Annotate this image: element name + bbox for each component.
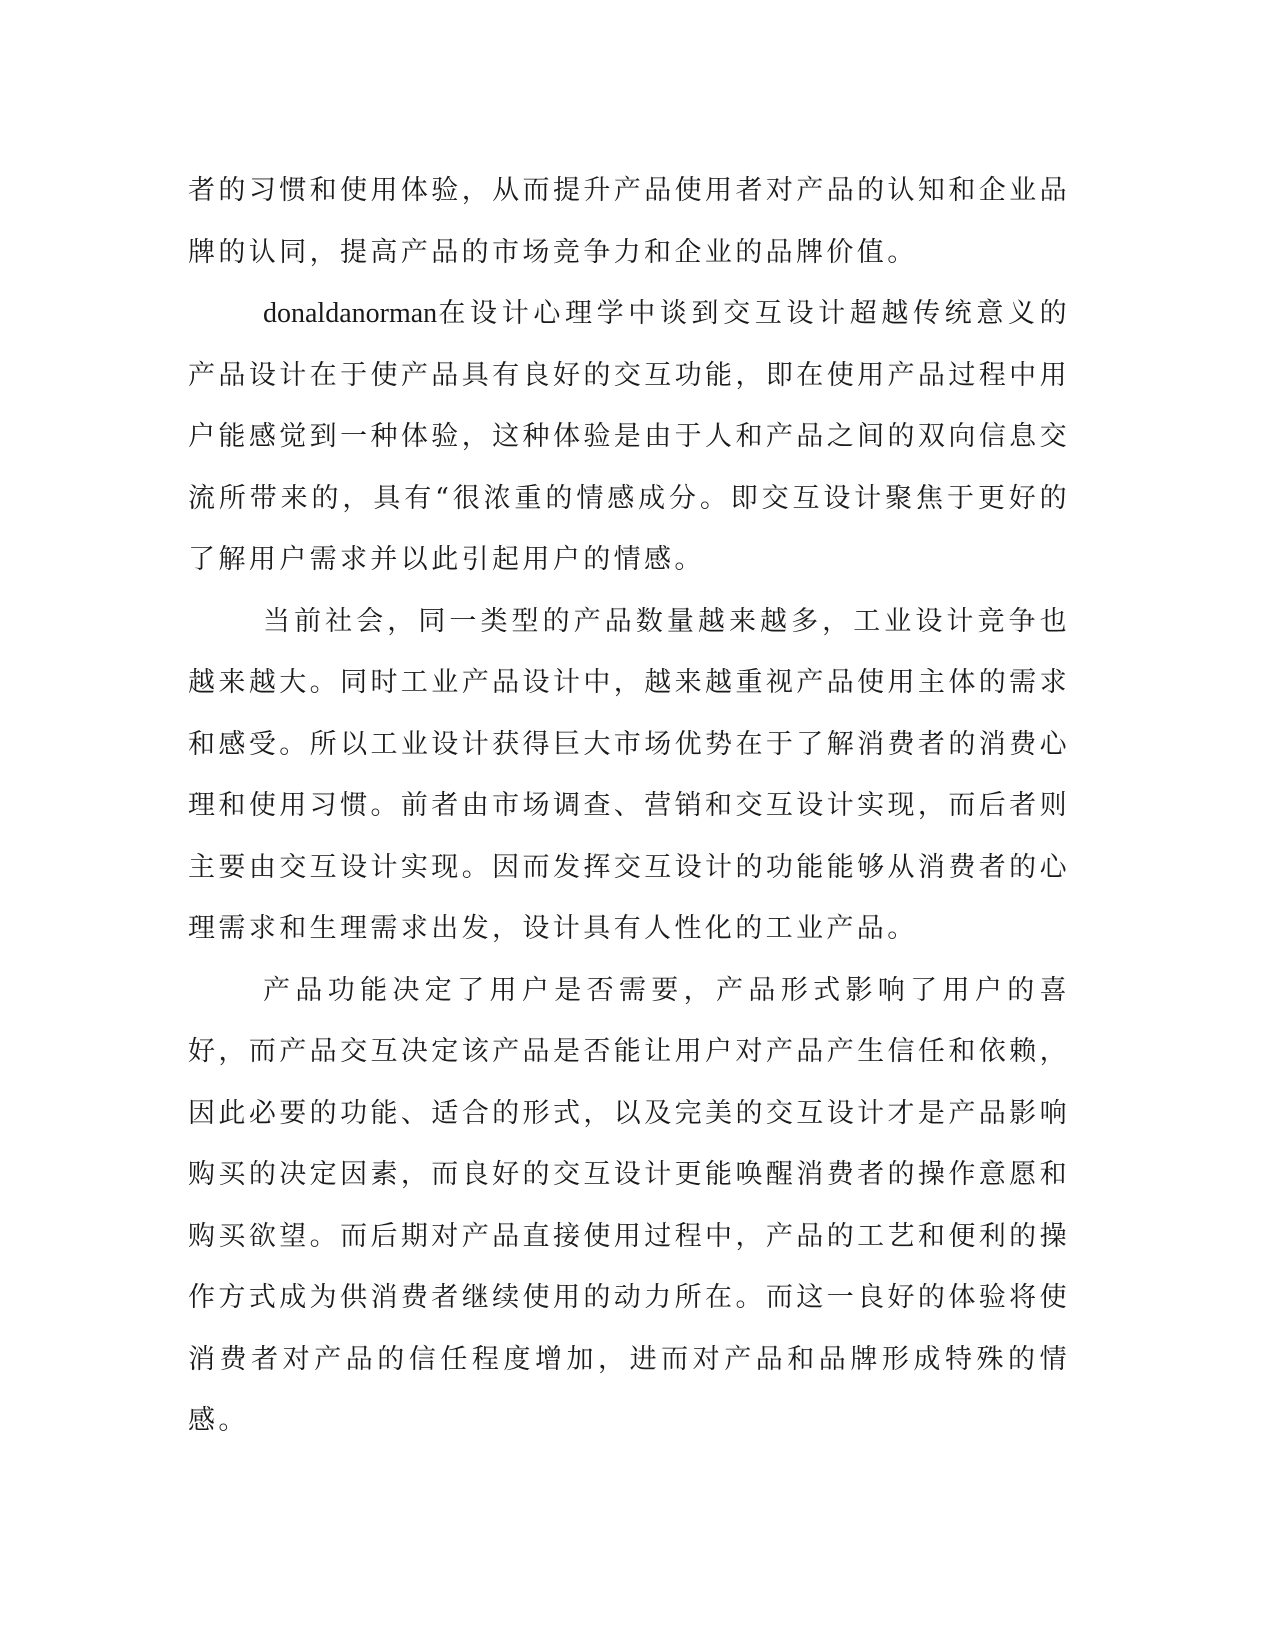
paragraph-1: 者的习惯和使用体验，从而提升产品使用者对产品的认知和企业品牌的认同，提高产品的市场竞争力和企业的品牌价值。	[188, 175, 1070, 268]
body-text	[188, 160, 1070, 1452]
paragraph-4: 产品功能决定了用户是否需要，产品形式影响了用户的喜好，而产品交互决定该产品是否能让用户对产品产生信任和依赖，因此必要的功能、适合的形式，以及完美的交互设计才是产品影响购买的决定因素，而良好的交互设计更能唤醒消费者的操作意愿和购买欲望。而后期对产品直接使用过程中，产品的工艺和便利的操作方式成为供消费者继续使用的动力所在。而这一良好的体验将使消费者对产品的信任程度增加，进而对产品和品牌形成特殊的情感。	[188, 974, 1070, 1436]
paragraph-2	[188, 283, 1070, 591]
paragraph-2-text: 在设计心理学中谈到交互设计超越传统意义的产品设计在于使产品具有良好的交互功能，即在使用产品过程中用户能感觉到一种体验，这种体验是由于人和产品之间的双向信息交流所带来的，具有“很浓重的情感成分。即交互设计聚焦于更好的了解用户需求并以此引起用户的情感。	[188, 298, 1070, 575]
paragraph-3: 当前社会，同一类型的产品数量越来越多，工业设计竞争也越来越大。同时工业产品设计中，越来越重视产品使用主体的需求和感受。所以工业设计获得巨大市场优势在于了解消费者的消费心理和使用习惯。前者由市场调查、营销和交互设计实现，而后者则主要由交互设计实现。因而发挥交互设计的功能能够从消费者的心理需求和生理需求出发，设计具有人性化的工业产品。	[188, 605, 1070, 944]
author-name: donaldanorman	[263, 298, 438, 329]
